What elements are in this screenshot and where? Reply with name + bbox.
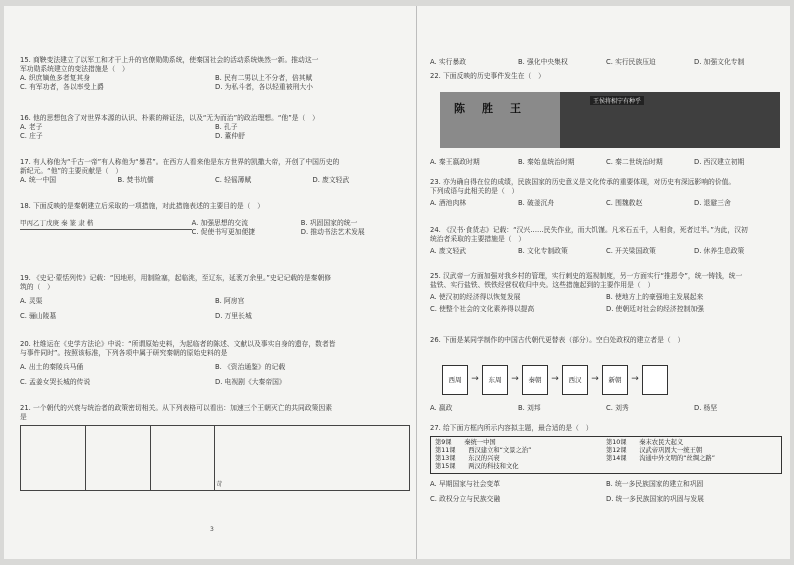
lesson-item: 第12课 汉武帝巩固大一统王朝	[606, 447, 703, 454]
question-15-stem-line1: 15. 商鞅变法建立了以军工和才干上升的官僚勋勋系统，使秦国社会的活动系统焕然一新。推动这一	[20, 56, 319, 64]
option-b[interactable]: B. 焚书坑儒	[117, 176, 154, 184]
question-21-stem-line1: 21. 一个朝代的兴衰与统治者的政策密切相关。从下列表格可以看出：加速三个王朝灭亡的共同政策因素	[20, 404, 333, 412]
table-cell	[150, 426, 215, 491]
question-26-stem: 26. 下面是某同学制作的中国古代朝代更替表（部分）。空白处政权的建立者是（ ）	[430, 336, 685, 344]
woodcut-title: 陈 胜 王	[454, 102, 524, 115]
option-c[interactable]: C. 政权分立与民族交融	[430, 495, 501, 503]
chen-sheng-woodcut-image	[440, 92, 780, 148]
question-18-stem: 18. 下面反映的是秦朝建立后采取的一项措施，对此措施表述的主要目的是（ ）	[20, 202, 265, 210]
question-24	[430, 226, 782, 256]
dynasty-box: 东周	[482, 365, 508, 395]
question-20-stem-line2: 与事件同时”。按照该标准，下列各项中属于研究秦朝的原始史料的是	[20, 349, 228, 357]
option-b[interactable]: B. 刘邦	[518, 404, 541, 412]
question-23	[430, 178, 782, 208]
question-18	[20, 202, 410, 237]
dynasty-policy-table	[20, 425, 410, 491]
option-c[interactable]: C. 秦二世统治时期	[606, 158, 663, 166]
table-cell	[21, 426, 86, 491]
option-a[interactable]: A. 实行暴政	[430, 58, 467, 66]
lesson-item: 第13课 东汉的兴衰	[435, 455, 500, 462]
option-b[interactable]: B. 民有二男以上不分者，倍其赋	[215, 74, 313, 82]
option-c[interactable]: C. 促使书写更加便捷	[191, 228, 256, 236]
woodcut-caption: 王侯将相宁有种乎	[590, 96, 644, 105]
question-23-stem-line1: 23. 亦为确自得在位的成绩，民族国家的历史意义是文化传承的重要体现，对历史有深远影响的价值。	[430, 178, 736, 186]
option-a[interactable]: A. 酒池肉林	[430, 199, 467, 207]
table-cell	[215, 426, 410, 491]
option-d[interactable]: D. 杨坚	[694, 404, 718, 412]
question-27-stem: 27. 给下面方框内所示内容拟主题，最合适的是（ ）	[430, 424, 593, 432]
option-b[interactable]: B. 孔子	[215, 123, 238, 131]
dynasty-box: 西汉	[562, 365, 588, 395]
question-25-stem-line2: 盐铁、实行盐铁、铁铁经营权收归中央。这些措施起到的主要作用是（ ）	[430, 281, 655, 289]
table-cell-note: 苛	[216, 481, 223, 488]
question-25-stem-line1: 25. 汉武帝一方面加强对我乡村的管理，实行刺史的巡视制度，另一方面实行“推恩令”，统一铸钱，统一	[430, 272, 743, 280]
option-c[interactable]: C. 骊山陵墓	[20, 312, 57, 320]
question-24-stem-line2: 统治者采取的主要措施是（ ）	[430, 235, 526, 243]
option-b[interactable]: B. 使地方上的豪强地主发展起来	[606, 293, 704, 301]
option-a[interactable]: A. 使汉初的经济得以恢复发展	[430, 293, 521, 301]
option-b[interactable]: B. 统一多民族国家的建立和巩固	[606, 480, 704, 488]
arrow-right-icon: →	[591, 374, 599, 384]
lesson-item: 第11课 西汉建立和“文景之治”	[435, 447, 532, 454]
option-d[interactable]: D. 推动书法艺术发展	[300, 228, 365, 236]
question-17-stem-line1: 17. 有人称他为“千古一帝”有人称他为“暴君”。在西方人看来他是东方世界的凯撒大帝，开创了中国历史的	[20, 158, 340, 166]
option-d[interactable]: D. 使朝廷对社会的经济控制加强	[606, 305, 704, 313]
question-20	[20, 340, 410, 387]
question-22-options	[430, 158, 782, 167]
question-17-stem-line2: 新纪元。“他”的主要贡献是（ ）	[20, 167, 123, 175]
option-a[interactable]: A. 加强思想的交流	[191, 219, 249, 227]
question-22	[430, 72, 782, 81]
dynasty-box: 新朝	[602, 365, 628, 395]
question-19-stem-line2: 筑的（ ）	[20, 283, 54, 291]
question-22-stem: 22. 下面反映的历史事件发生在（ ）	[430, 72, 545, 80]
option-b[interactable]: B. 文化专制政策	[518, 247, 568, 255]
question-23-stem-line2: 下列成语与此相关的是（ ）	[430, 187, 519, 195]
question-21-options	[430, 58, 782, 67]
option-c[interactable]: C. 庄子	[20, 132, 43, 140]
option-c[interactable]: C. 刘秀	[606, 404, 629, 412]
dynasty-box-blank[interactable]	[642, 365, 668, 395]
option-c[interactable]: C. 围魏救赵	[606, 199, 643, 207]
arrow-right-icon: →	[511, 374, 519, 384]
option-d[interactable]: D. 加强文化专制	[694, 58, 745, 66]
option-d[interactable]: D. 统一多民族国家的巩固与发展	[606, 495, 704, 503]
question-26-options	[430, 404, 782, 413]
option-b[interactable]: B. 破釜沉舟	[518, 199, 555, 207]
left-page	[4, 6, 417, 559]
option-d[interactable]: D. 休养生息政策	[694, 247, 745, 255]
option-c[interactable]: C. 有军功者，各以率受上爵	[20, 83, 104, 91]
arrow-right-icon: →	[551, 374, 559, 384]
option-a[interactable]: A. 废文轻武	[430, 247, 467, 255]
question-19-stem-line1: 19. 《史记·蒙恬列传》记载：“因地形，用制险塞，起临洮，至辽东，延袤万余里。”史记记载的是秦朝修	[20, 274, 332, 282]
option-d[interactable]: D. 为私斗者，各以轻重被刑大小	[215, 83, 313, 91]
option-d[interactable]: D. 西汉建立初期	[694, 158, 745, 166]
option-d[interactable]: D. 董仲舒	[215, 132, 245, 140]
option-a[interactable]: A. 早期国家与社会变革	[430, 480, 501, 488]
option-a[interactable]: A. 老子	[20, 123, 43, 131]
option-a[interactable]: A. 嬴政	[430, 404, 453, 412]
page-number: 3	[210, 526, 214, 533]
option-d[interactable]: D. 废文轻武	[312, 176, 350, 184]
option-c[interactable]: C. 实行民族压迫	[606, 58, 656, 66]
table-cell	[85, 426, 150, 491]
exam-sheet	[4, 6, 790, 559]
question-21-stem-line2: 是	[20, 413, 27, 421]
option-c[interactable]: C. 使整个社会的文化素养得以提高	[430, 305, 535, 313]
option-a[interactable]: A. 秦王嬴政时期	[430, 158, 480, 166]
option-b[interactable]: B. 《资治通鉴》的记载	[215, 363, 286, 371]
question-27	[430, 424, 782, 504]
question-24-stem-line1: 24. 《汉书·食货志》记载：“汉兴……民失作业，而大饥馑。凡米石五千，人相食，死者过半。”为此，汉初	[430, 226, 748, 234]
question-19	[20, 274, 410, 321]
arrow-right-icon: →	[471, 374, 479, 384]
option-a[interactable]: A. 统一中国	[20, 176, 57, 184]
lesson-item: 第14课 沟通中外文明的“丝绸之路”	[606, 455, 715, 462]
option-d[interactable]: D. 退避三舍	[694, 199, 731, 207]
lesson-item: 第9课 秦统一中国	[435, 439, 496, 446]
dynasty-box: 秦朝	[522, 365, 548, 395]
question-26	[430, 336, 782, 345]
option-d[interactable]: D. 万里长城	[215, 312, 252, 320]
option-a[interactable]: A. 出土的秦陵兵马俑	[20, 363, 84, 371]
question-16-stem: 16. 他的思想包含了对世界本源的认识、朴素的辩证法，以及“无为而治”的政治理想。“他”是（ ）	[20, 114, 319, 122]
option-a[interactable]: A. 灵渠	[20, 297, 43, 305]
option-b[interactable]: B. 秦始皇统治时期	[518, 158, 575, 166]
option-c[interactable]: C. 孟姜女哭长城的传说	[20, 378, 91, 386]
question-17	[20, 158, 410, 185]
question-15-stem-line2: 军功勋系统建立的变法措施是（ ）	[20, 65, 129, 73]
question-15	[20, 56, 410, 92]
question-16	[20, 114, 410, 141]
option-b[interactable]: B. 强化中央集权	[518, 58, 568, 66]
lesson-item	[606, 463, 777, 471]
dynasty-box: 西周	[442, 365, 468, 395]
option-c[interactable]: C. 开关梁国政策	[606, 247, 656, 255]
option-d[interactable]: D. 电视剧《大秦帝国》	[215, 378, 286, 386]
option-c[interactable]: C. 轻徭薄赋	[215, 176, 252, 184]
lesson-item: 第10课 秦末农民大起义	[606, 439, 684, 446]
lesson-item: 第15课 两汉的科技和文化	[435, 463, 519, 470]
question-21	[20, 404, 410, 491]
option-b[interactable]: B. 阿房宫	[215, 297, 245, 305]
dynasty-sequence-diagram	[442, 360, 672, 400]
option-b[interactable]: B. 巩固国家的统一	[300, 219, 358, 227]
lesson-list-box	[430, 436, 782, 474]
arrow-right-icon: →	[631, 374, 639, 384]
question-20-stem-line1: 20. 杜维运在《史学方法论》中说：“所谓原始史料，为起临者的陈述、文献以及事实自身的遗存，数者皆	[20, 340, 336, 348]
question-25	[430, 272, 782, 314]
script-evolution-image: 甲丙乙丁戊庚 秦 篆 隶 楷	[20, 219, 192, 230]
right-page	[416, 6, 790, 559]
option-a[interactable]: A. 织庶嫡鱼多者复其身	[20, 74, 91, 82]
